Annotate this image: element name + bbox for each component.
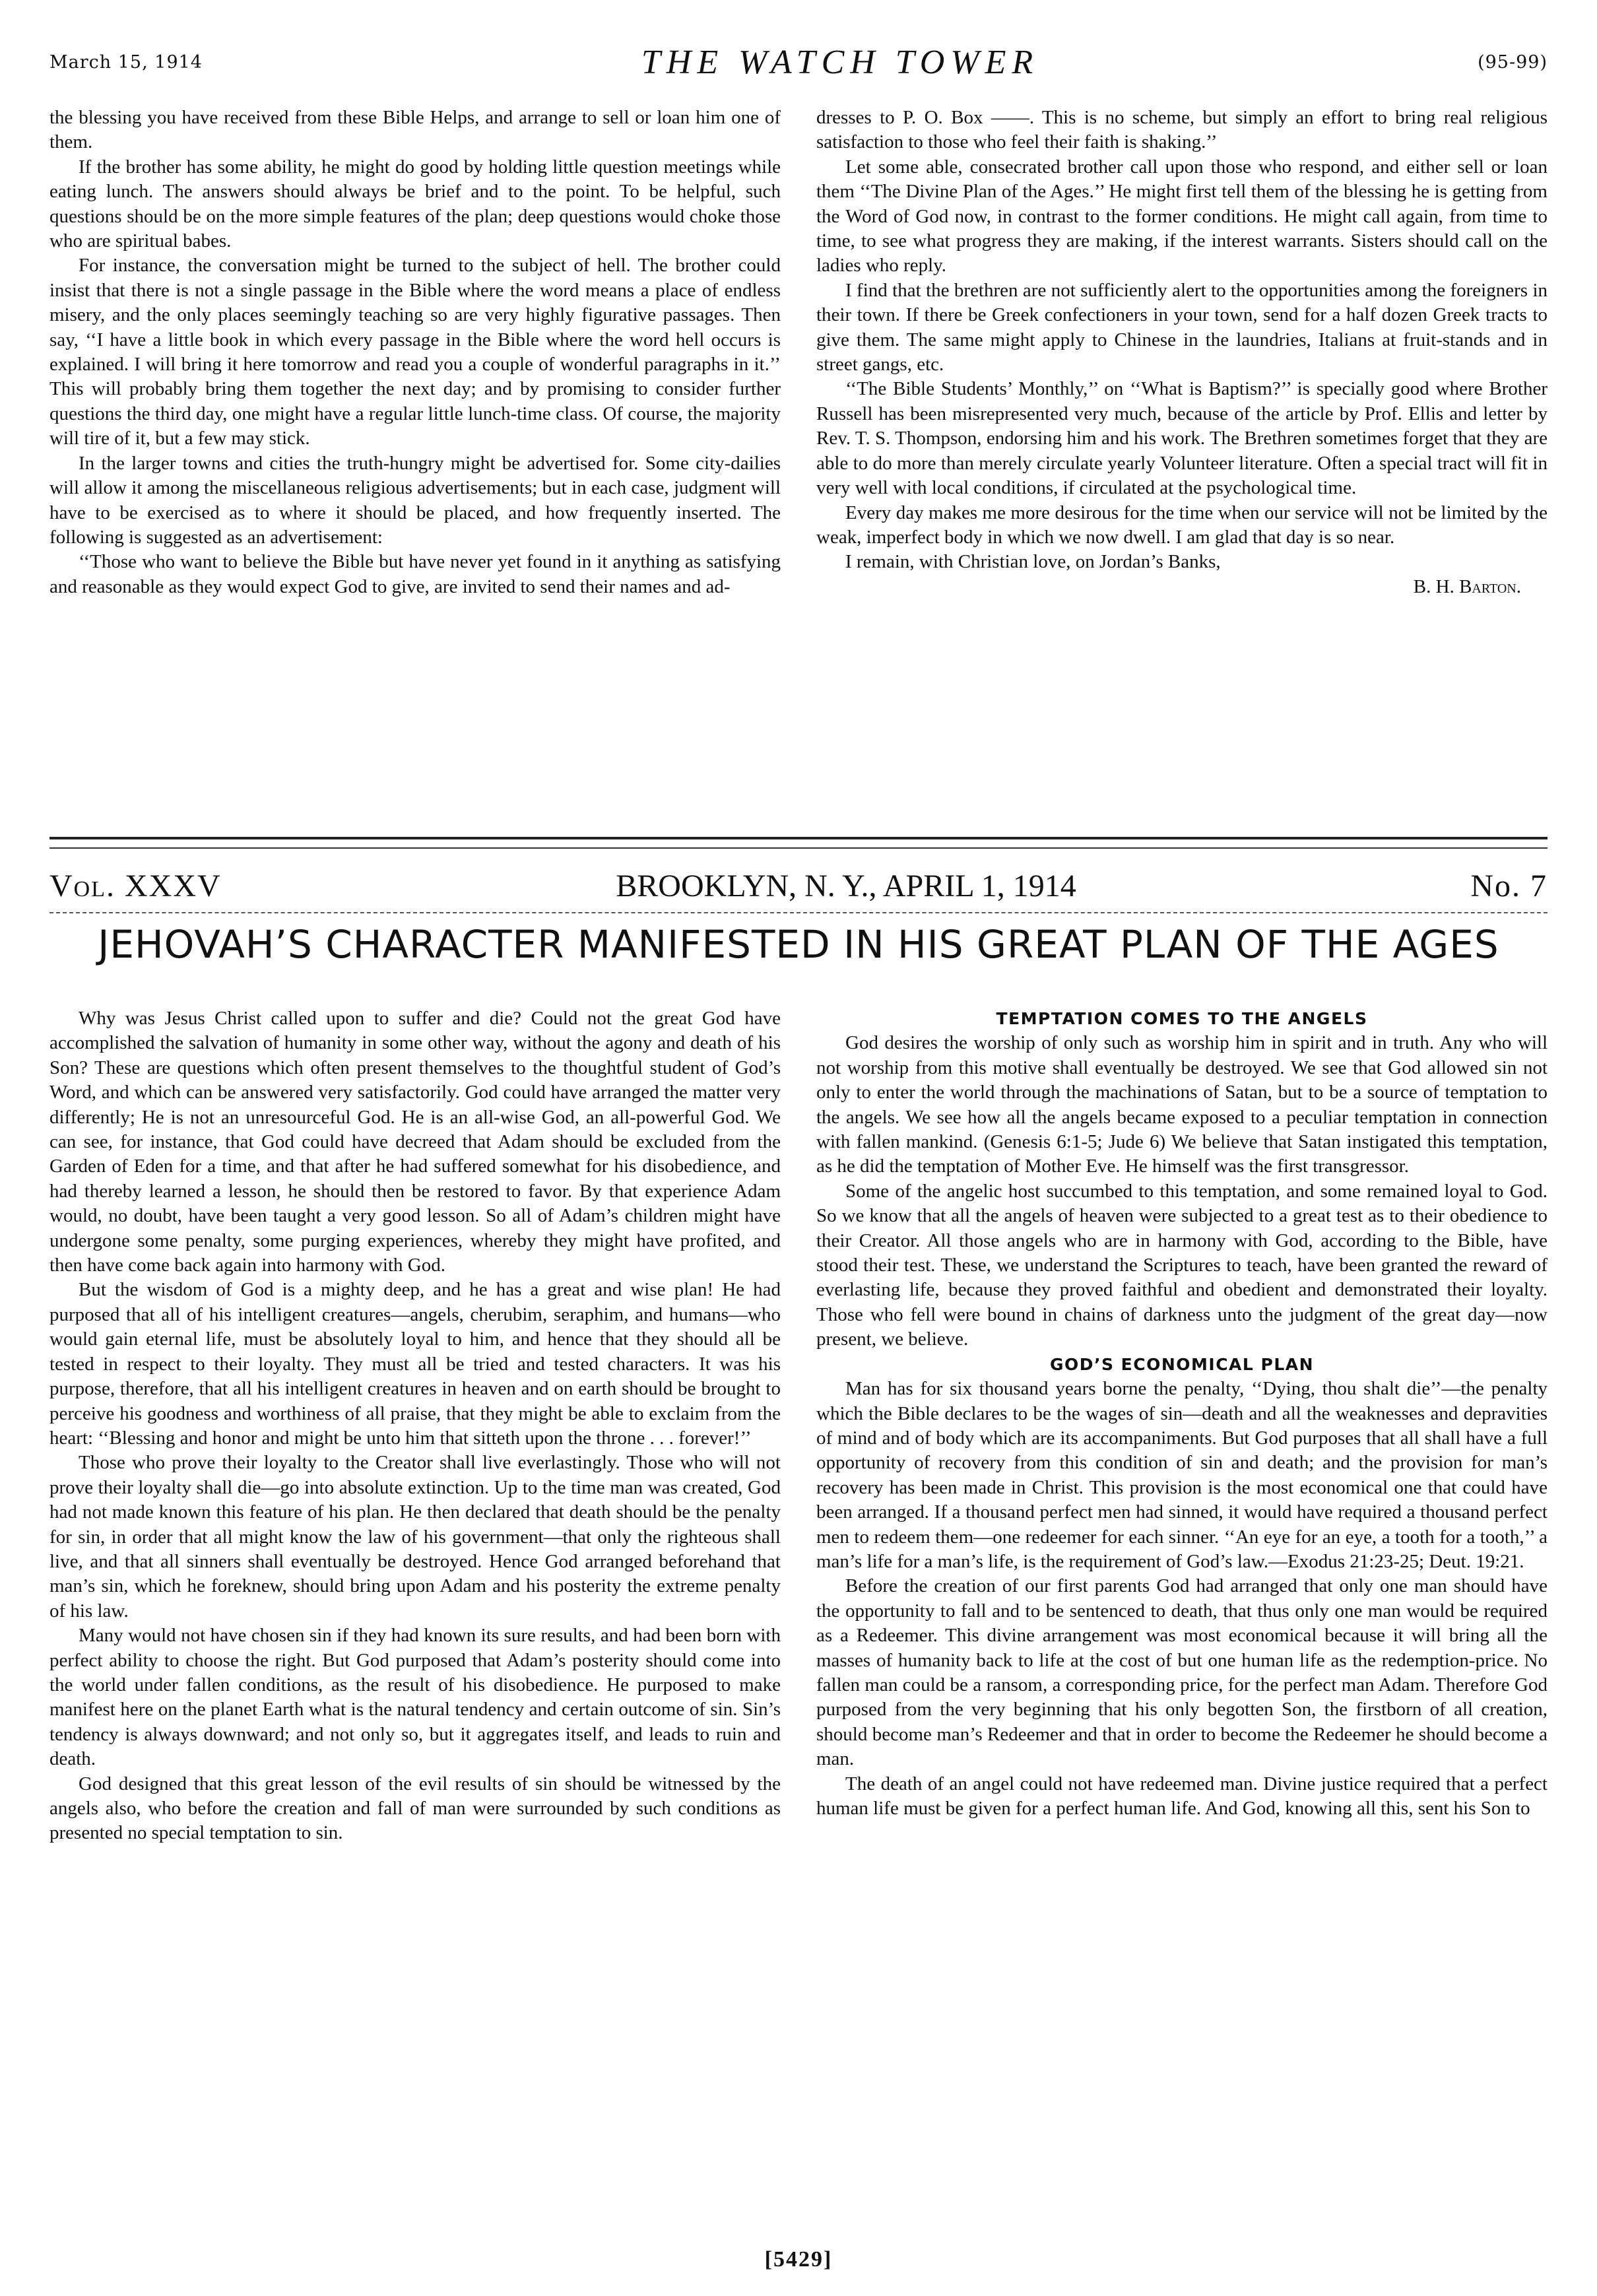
section-heading: TEMPTATION COMES TO THE ANGELS [996,1009,1368,1028]
masthead-rule-top [49,837,1548,849]
top-right-column [816,106,1548,812]
masthead-rule-bottom [49,912,1548,913]
issue-date: March 15, 1914 [49,51,203,73]
publication-title: THE WATCH TOWER [641,43,1039,81]
paragraph: Many would not have chosen sin if they had known its sure results, and had been born with perfect ability to choose the right. But God purposed that Adam’s posterity should come into the world under fallen conditions, as the result of his disobedience. He purposed to make manifest here on the planet Earth what is the natural tendency and certain outcome of sin. Sin’s tendency is always downward; and not only so, but it aggregates itself, and leads to ruin and death. [49,1625,781,1770]
article-right-column [816,1006,1548,2208]
paragraph: ‘‘The Bible Students’ Monthly,’’ on ‘‘What is Baptism?’’ is specially good where Brother Russell has been misrepresented very much, because of the article by Prof. Ellis and letter by Rev. T. S. Thompson, endorsing him and his work. The Brethren sometimes forget that they are able to do more than merely circulate yearly Volunteer literature. Often a special tract will fit in very well with local conditions, if circulated at the psychological time. [816,378,1548,499]
masthead [49,865,1548,907]
paragraph: Let some able, consecrated brother call upon those who respond, and either sell or loan them ‘‘The Divine Plan of the Ages.’’ He might first tell them of the blessing he is getting from the Word of God now, in contrast to the former conditions. He might call again, from time to time, to see what progress they are making, if the interest warrants. Sisters should call on the ladies who reply. [816,156,1548,277]
paragraph: Those who prove their loyalty to the Creator shall live everlastingly. Those who will not prove their loyalty shall die—go into absolute extinction. Up to the time man was created, God had not made known this feature of his plan. He then declared that death should be the penalty for sin, in order that all might know the law of his government—that only the righteous shall live, and that all sinners shall eventually be destroyed. Hence God arranged beforehand that man’s sin, which he foreknew, should bring upon Adam and his posterity the extreme penalty of his law. [49,1452,781,1622]
paragraph: If the brother has some ability, he might do good by holding little question meetings while eating lunch. The answers should always be brief and to the point. To be helpful, such questions should be on the more simple features of the plan; deep questions would choke those who are spiritual babes. [49,156,781,252]
paragraph: God designed that this great lesson of the evil results of sin should be witnessed by the angels also, who before the creation and fall of man were surrounded by such conditions as presented no special temptation to sin. [49,1773,781,1844]
paragraph: I find that the brethren are not sufficiently alert to the opportunities among the foreigners in their town. If there be Greek confectioners in your town, send for a half dozen Greek tracts to give them. The same might apply to Chinese in the laundries, Italians at fruit-stands and in street gangs, etc. [816,279,1548,376]
place-and-date: BROOKLYN, N. Y., APRIL 1, 1914 [616,868,1076,903]
paragraph: The death of an angel could not have redeemed man. Divine justice required that a perfect human life must be given for a perfect human life. And God, knowing all this, sent his Son to [816,1773,1548,1819]
page-reference: (95-99) [1478,51,1548,73]
main-article [49,1006,1548,2208]
top-left-column [49,106,781,812]
paragraph: dresses to P. O. Box ——. This is no scheme, but simply an effort to bring real religious satisfaction to those who feel their faith is shaking.’’ [816,107,1548,153]
running-head [49,41,1548,83]
paragraph: For instance, the conversation might be turned to the subject of hell. The brother could insist that there is not a single passage in the Bible where the word means a place of endless misery, and the only places seemingly teaching so are very highly figurative passages. Then say, ‘‘I have a little book in which every passage in the Bible where the word hell occurs is explained. I will bring it here tomorrow and read you a couple of wonderful paragraphs in it.’’ This will probably bring them together the next day; and by promising to consider further questions the third day, one might have a regular little lunch-time class. Of course, the majority will tire of it, but a few may stick. [49,255,781,449]
paragraph: In the larger towns and cities the truth-hungry might be advertised for. Some city-dailies will allow it among the miscellaneous religious advertisements; but in each case, judgment will have to be exercised as to where it should be placed, and how frequently inserted. The following is suggested as an advertisement: [49,452,781,548]
page-number: [5429] [764,2247,833,2272]
paragraph: Before the creation of our first parents God had arranged that only one man should have the opportunity to fall and to be sentenced to death, that thus only one man would be required as a Redeemer. This divine arrangement was most economical because it will bring all the masses of humanity back to life at the cost of but one human life as the redemption-price. No fallen man could be a ransom, a corresponding price, for the perfect man Adam. Therefore God purposed from the very beginning that his only begotten Son, the firstborn of all creation, should become man’s Redeemer and that in order to become the Redeemer he should become a man. [816,1575,1548,1770]
paragraph: I remain, with Christian love, on Jordan’s Banks, [845,551,1221,573]
article-left-column [49,1006,781,2208]
paragraph: God desires the worship of only such as worship him in spirit and in truth. Any who will not worship from this motive shall eventually be destroyed. We see that God allowed sin not only to enter the world through the machinations of Satan, but to be a source of temptation to the angels. We see how all the angels became exposed to a peculiar temptation in connection with fallen mankind. (Genesis 6:1-5; Jude 6) We believe that Satan instigated this temptation, as he did the temptation of Mother Eve. He himself was the first transgressor. [816,1032,1548,1177]
paragraph: Every day makes me more desirous for the time when our service will not be limited by the weak, imperfect body in which we now dwell. I am glad that day is so near. [816,502,1548,548]
paragraph: Some of the angelic host succumbed to this temptation, and some remained loyal to God. So we know that all the angels of heaven were subjected to a great test as to their obedience to their Creator. All those angels who are in harmony with God, according to the Bible, have stood their test. These, we understand the Scriptures to teach, have been granted the reward of everlasting life, because they proved faithful and obedient and demonstrated their loyalty. Those who fell were bound in chains of darkness unto the judgment of the great day—now present, we believe. [816,1180,1548,1350]
paragraph: But the wisdom of God is a mighty deep, and he has a great and wise plan! He had purposed that all of his intelligent creatures—angels, cherubim, seraphim, and humans—who would gain eternal life, must be absolutely loyal to him, and hence that they should all be tested in respect to their loyalty. They must all be tried and tested characters. It was his purpose, therefore, that all his intelligent creatures in heaven and on earth should be brought to perceive his goodness and worthiness of all praise, that they might be able to exclaim from the heart: ‘‘Blessing and honor and might be unto him that sitteth upon the throne . . . forever!’’ [49,1279,781,1449]
paragraph: Why was Jesus Christ called upon to suffer and die? Could not the great God have accomplished the salvation of humanity in some other way, without the agony and death of his Son? These are questions which often present themselves to the thoughtful student of God’s Word, and which can be answered very satisfactorily. God could have arranged the matter very differently; He is not an unresourceful God. He is an all-wise God, an all-powerful God. We can see, for instance, that God could have decreed that Adam should be excluded from the Garden of Eden for a time, and that after he had suffered somewhat for his disobedience, and had thereby learned a lesson, he should then be restored to favor. By that experience Adam would, no doubt, have been taught a very good lesson. So all of Adam’s children might have undergone some penalty, some purging experiences, whereby they might have profited, and then have come back again into harmony with God. [49,1008,781,1276]
section-heading: GOD’S ECONOMICAL PLAN [1049,1354,1315,1374]
paragraph: Man has for six thousand years borne the penalty, ‘‘Dying, thou shalt die’’—the penalty which the Bible declares to be the wages of sin—death and all the weaknesses and depravities of mind and of body which are its accompaniments. But God purposes that all shall have a full opportunity of recovery from this condition of sin and death; and the provision for man’s recovery has been made in Christ. This provision is the most economical one that could have been arranged. If a thousand perfect men had sinned, it would have required a thousand perfect men to redeem them—one redeemer for each sinner. ‘‘An eye for an eye, a tooth for a tooth,’’ a man’s life for a man’s life, is the requirement of God’s law.—Exodus 21:23-25; Deut. 19:21. [816,1378,1548,1572]
letter-signature: B. H. Barton. [1413,575,1521,597]
continued-article [49,106,1548,812]
paragraph: ‘‘Those who want to believe the Bible but have never yet found in it anything as satisfying and reasonable as they would expect God to give, are invited to send their names and ad- [49,551,781,597]
article-title: JEHOVAH’S CHARACTER MANIFESTED IN HIS GREAT PLAN OF THE AGES [98,922,1499,967]
volume-number: Vol. XXXV [49,868,222,903]
paragraph: the blessing you have received from these Bible Helps, and arrange to sell or loan him one of them. [49,107,781,153]
issue-number: No. 7 [1470,868,1548,903]
